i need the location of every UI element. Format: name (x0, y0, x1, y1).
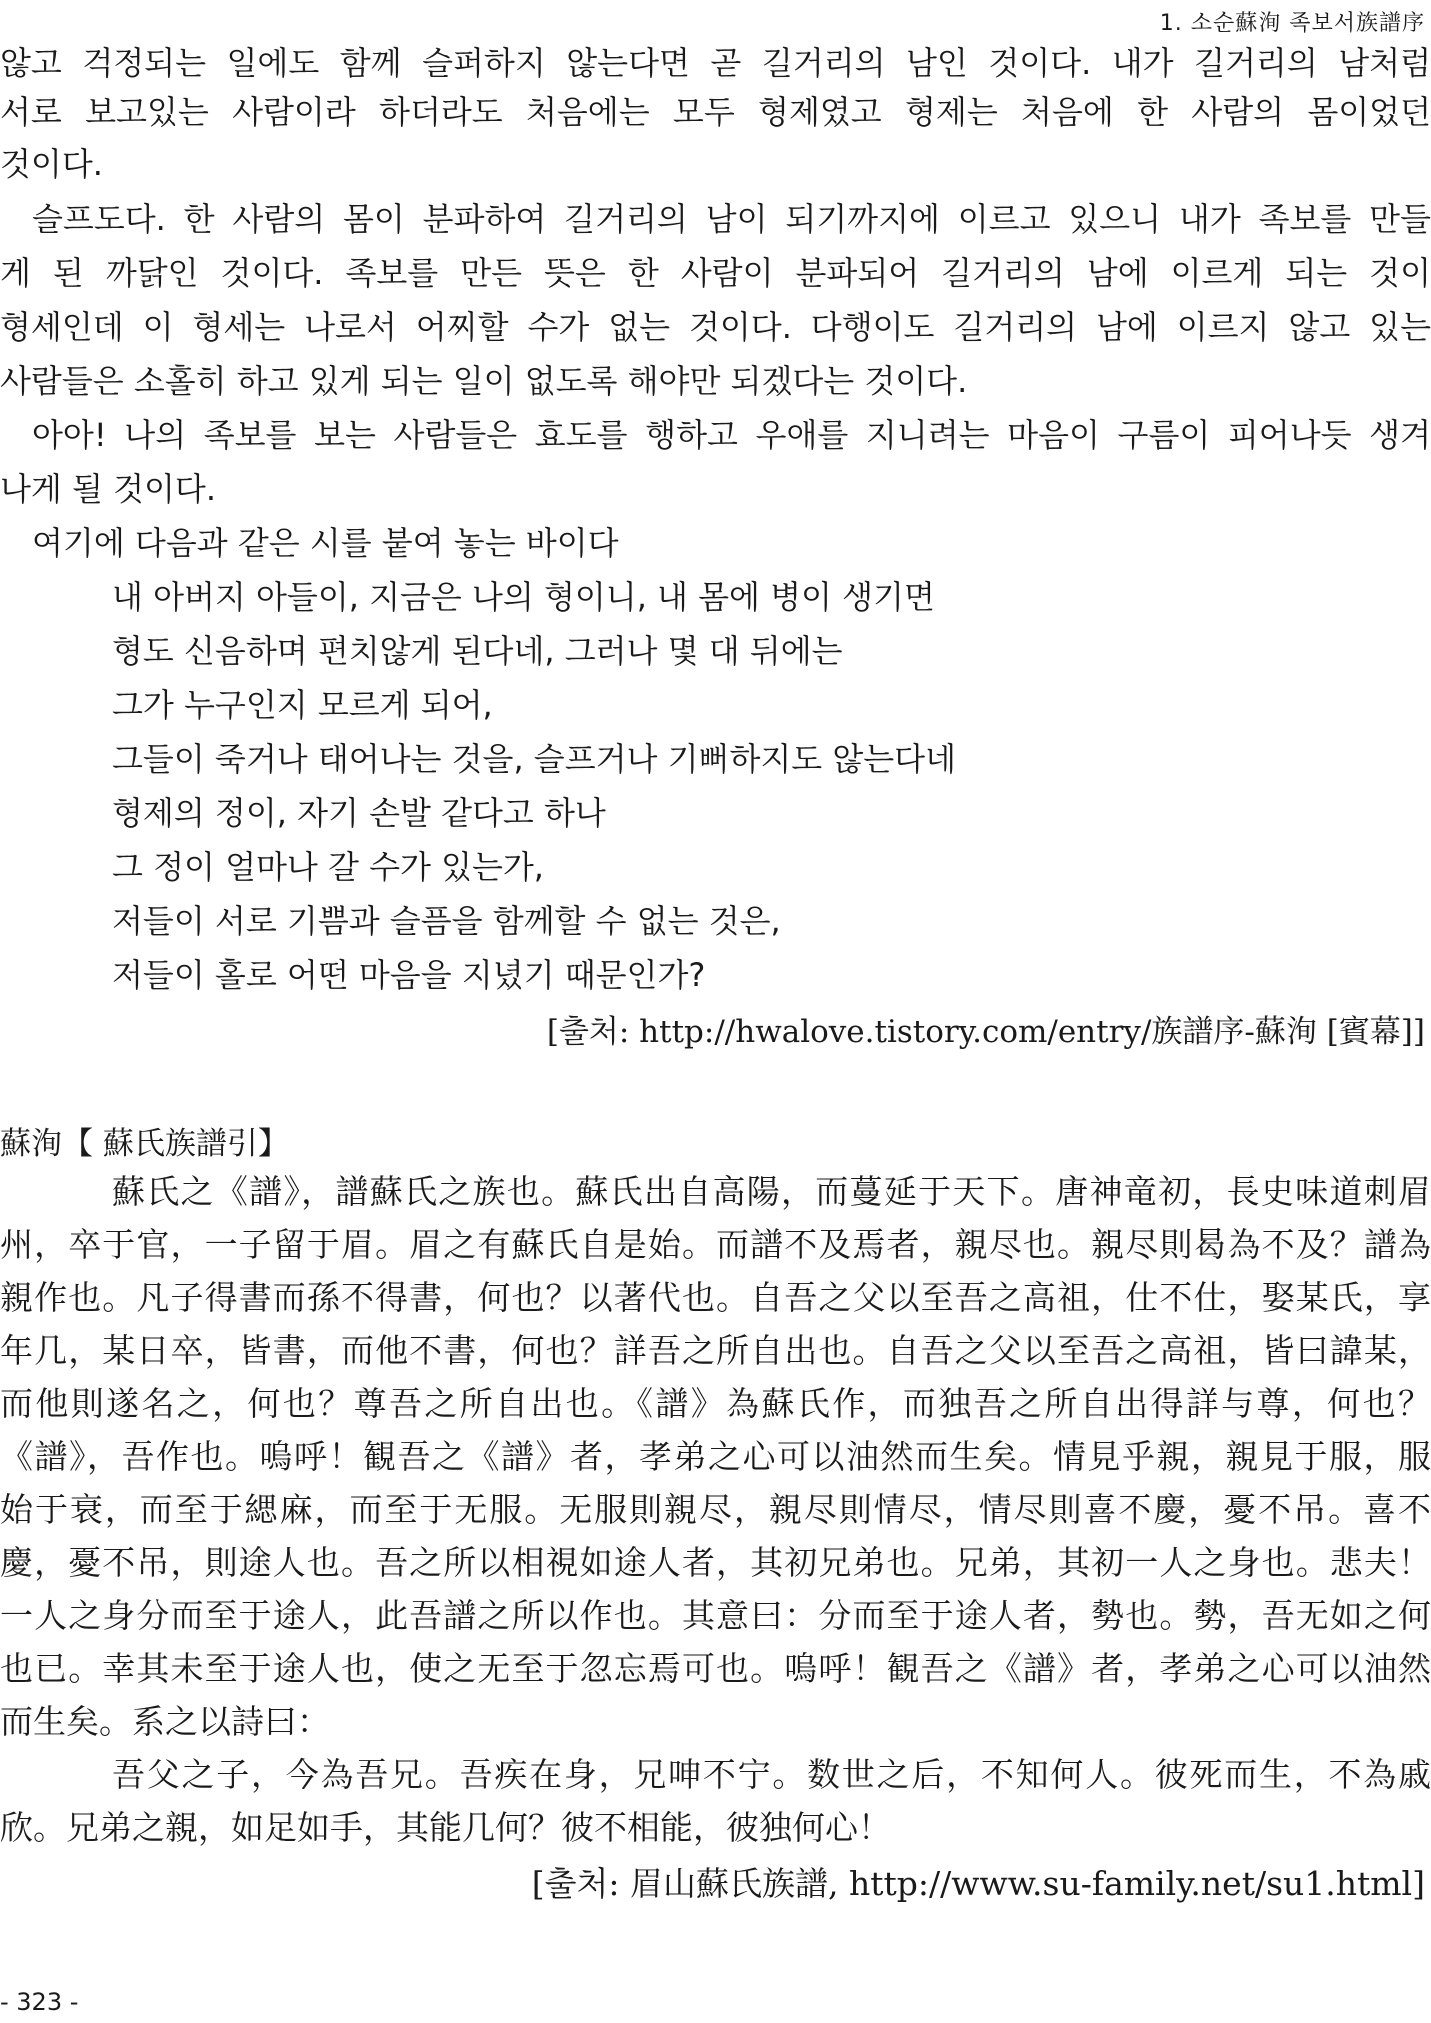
section-title: 蘇洵【 蘇氏族譜引】 (0, 1126, 289, 1162)
chinese-line: 而生矣。系之以詩曰： (0, 1702, 330, 1741)
prose-line: 것이다. (0, 145, 103, 183)
poem-line: 그 정이 얼마나 갈 수가 있는가, (112, 848, 544, 886)
prose-line: 서로 보고있는 사람이라 하더라도 처음에는 모두 형제였고 형제는 처음에 한 사람의 몸이었던 (0, 93, 1431, 131)
prose-line: 나게 될 것이다. (0, 470, 216, 508)
prose-line: 않고 걱정되는 일에도 함께 슬퍼하지 않는다면 곧 길거리의 남인 것이다. 내가 길거리의 남처럼 (0, 44, 1431, 82)
poem-line: 그들이 죽거나 태어나는 것을, 슬프거나 기뻐하지도 않는다네 (112, 740, 957, 778)
prose-line: 아아! 나의 족보를 보는 사람들은 효도를 행하고 우애를 지니려는 마음이 구름이 피어나듯 생겨 (32, 416, 1431, 454)
chinese-line: 慶，憂不吊，則途人也。吾之所以相視如途人者，其初兄弟也。兄弟，其初一人之身也。悲夫！ (0, 1543, 1431, 1582)
chinese-line: 一人之身分而至于途人，此吾譜之所以作也。其意曰：分而至于途人者，勢也。勢，吾无如之何 (0, 1596, 1431, 1635)
prose-line: 게 된 까닭인 것이다. 족보를 만든 뜻은 한 사람이 분파되어 길거리의 남에 이르게 되는 것이 (0, 254, 1431, 292)
chinese-line: 蘇氏之《譜》，譜蘇氏之族也。蘇氏出自高陽，而蔓延于天下。唐神竜初，長史味道刺眉 (112, 1172, 1431, 1211)
poem-line: 형제의 정이, 자기 손발 같다고 하나 (112, 794, 606, 832)
source-citation-1: [출처: http://hwalove.tistory.com/entry/族譜序-蘇洵 [賓幕]] (546, 1014, 1425, 1050)
chinese-line: 始于衰，而至于緦麻，而至于无服。无服則親尽，親尽則情尽，情尽則喜不慶，憂不吊。喜不 (0, 1490, 1431, 1529)
chinese-line: 也已。幸其未至于途人也，使之无至于忽忘焉可也。嗚呼！観吾之《譜》者，孝弟之心可以油然 (0, 1649, 1431, 1688)
poem-line: 저들이 서로 기쁨과 슬픔을 함께할 수 없는 것은, (112, 902, 781, 940)
poem-line: 그가 누구인지 모르게 되어, (112, 686, 493, 724)
chinese-line: 親作也。凡子得書而孫不得書，何也？以著代也。自吾之父以至吾之高祖，仕不仕，娶某氏，享 (0, 1278, 1431, 1317)
source-citation-2: [출처: 眉山蘇氏族譜, http://www.su-family.net/su1.html] (531, 1864, 1425, 1903)
chinese-line: 年几，某日卒，皆書，而他不書，何也？詳吾之所自出也。自吾之父以至吾之高祖，皆曰諱某， (0, 1331, 1431, 1370)
chinese-line: 《譜》，吾作也。嗚呼！観吾之《譜》者，孝弟之心可以油然而生矣。情見乎親，親見于服，服 (0, 1437, 1431, 1476)
prose-line: 슬프도다. 한 사람의 몸이 분파하여 길거리의 남이 되기까지에 이르고 있으니 내가 족보를 만들 (32, 200, 1431, 238)
chinese-line: 州，卒于官，一子留于眉。眉之有蘇氏自是始。而譜不及焉者，親尽也。親尽則曷為不及？譜為 (0, 1225, 1431, 1264)
poem-line: 형도 신음하며 편치않게 된다네, 그러나 몇 대 뒤에는 (112, 632, 843, 670)
prose-line: 사람들은 소홀히 하고 있게 되는 일이 없도록 해야만 되겠다는 것이다. (0, 362, 968, 400)
prose-line: 여기에 다음과 같은 시를 붙여 놓는 바이다 (32, 524, 619, 562)
page-number: - 323 - (0, 1988, 79, 2016)
running-header: 1. 소순蘇洵 족보서族譜序 (1159, 11, 1425, 36)
poem-line: 내 아버지 아들이, 지금은 나의 형이니, 내 몸에 병이 생기면 (112, 578, 935, 616)
chinese-line: 欣。兄弟之親，如足如手，其能几何？彼不相能，彼独何心！ (0, 1808, 891, 1847)
chinese-line: 而他則遂名之，何也？尊吾之所自出也。《譜》為蘇氏作，而独吾之所自出得詳与尊，何也？ (0, 1384, 1431, 1423)
chinese-line: 吾父之子，今為吾兄。吾疾在身，兄呻不宁。数世之后，不知何人。彼死而生，不為戚 (112, 1755, 1431, 1794)
prose-line: 형세인데 이 형세는 나로서 어찌할 수가 없는 것이다. 다행이도 길거리의 남에 이르지 않고 있는 (0, 308, 1431, 346)
poem-line: 저들이 홀로 어떤 마음을 지녔기 때문인가? (112, 956, 706, 994)
